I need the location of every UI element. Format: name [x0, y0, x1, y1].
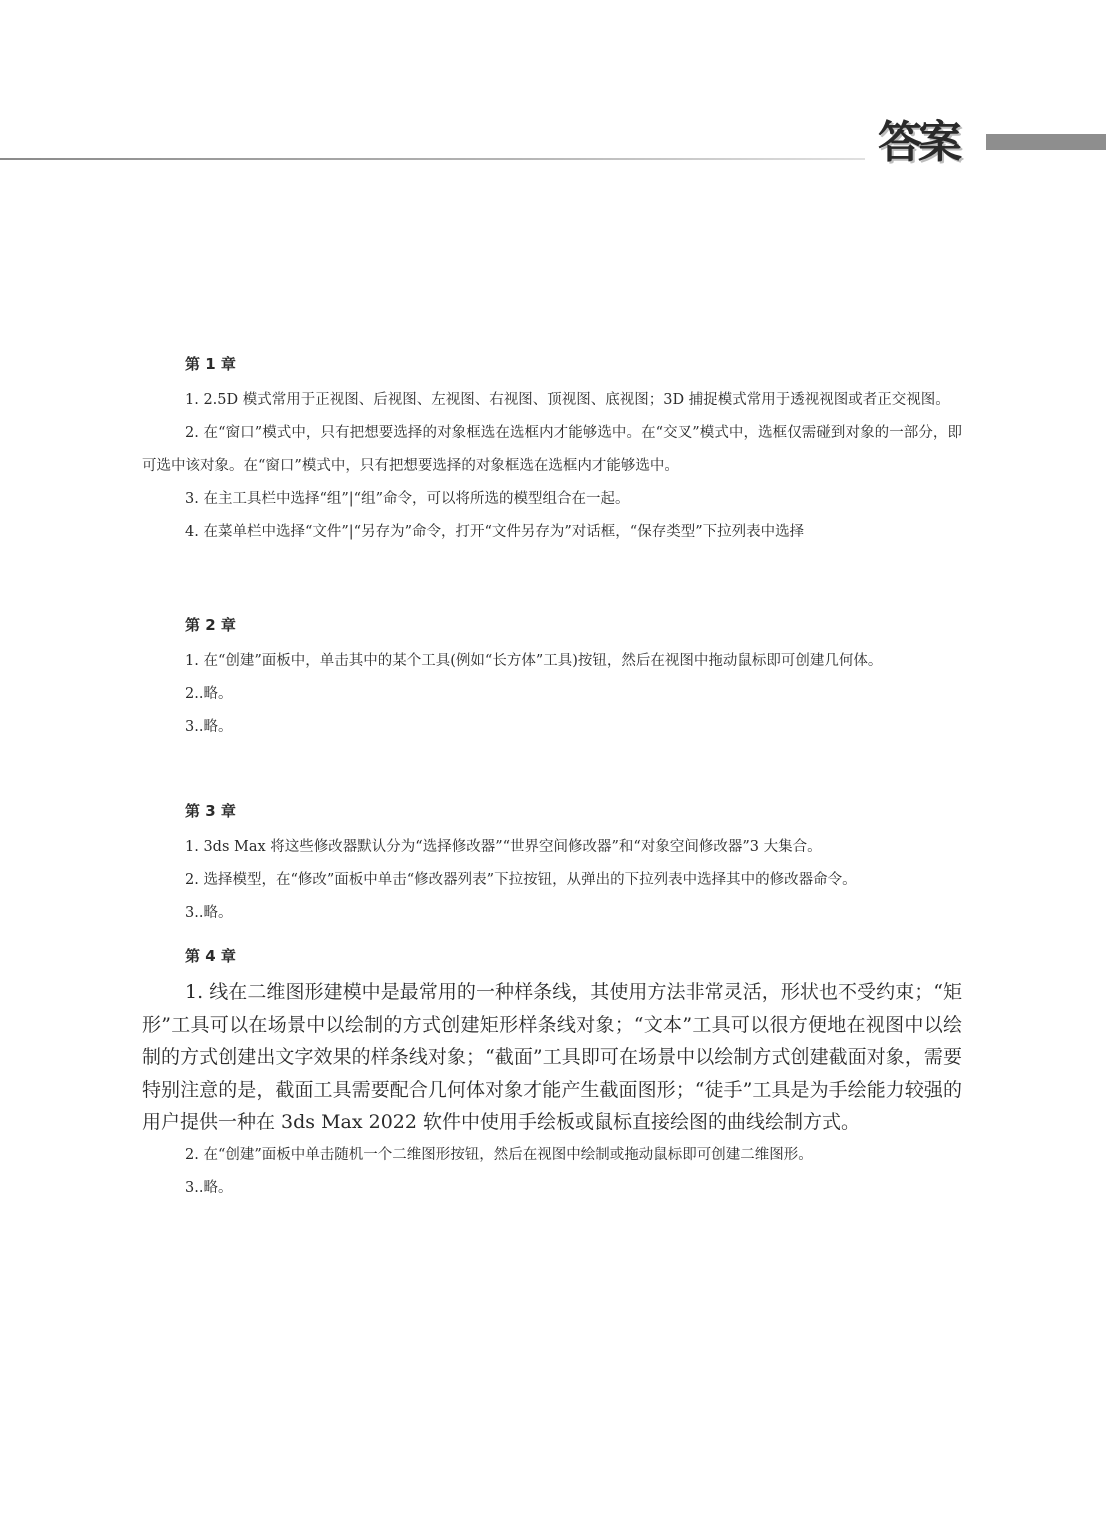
answer-paragraph: 3..略。: [185, 1179, 233, 1196]
answer-content: [142, 352, 962, 1205]
answer-paragraph: 1. 在“创建”面板中，单击其中的某个工具(例如“长方体”工具)按钮，然后在视图中拖动鼠标即可创建几何体。: [185, 653, 883, 669]
chapter-title: 第 3 章: [185, 802, 236, 820]
header-accent-bar: [986, 134, 1106, 150]
chapter-2: [142, 613, 962, 744]
answer-paragraph: 2..略。: [185, 686, 233, 702]
chapter-title: 第 1 章: [185, 355, 236, 373]
answer-paragraph: 1. 2.5D 模式常用于正视图、后视图、左视图、右视图、顶视图、底视图；3D 捕捉模式常用于透视视图或者正交视图。: [185, 392, 950, 408]
chapter-title: 第 4 章: [185, 947, 236, 965]
chapter-4: [142, 944, 962, 1205]
answer-paragraph: 1. 3ds Max 将这些修改器默认分为“选择修改器”“世界空间修改器”和“对象空间修改器”3 大集合。: [185, 839, 822, 855]
answer-paragraph: 2. 选择模型，在“修改”面板中单击“修改器列表”下拉按钮，从弹出的下拉列表中选择其中的修改器命令。: [185, 872, 857, 888]
answer-paragraph: 3..略。: [185, 905, 233, 921]
answer-paragraph: 4. 在菜单栏中选择“文件”|“另存为”命令，打开“文件另存为”对话框，“保存类型”下拉列表中选择: [185, 524, 805, 540]
answer-logo: 答案: [878, 117, 958, 168]
chapter-1: [142, 352, 962, 549]
chapter-title: 第 2 章: [185, 616, 236, 634]
answer-paragraph: 3. 在主工具栏中选择“组”|“组”命令，可以将所选的模型组合在一起。: [185, 491, 630, 507]
answer-paragraph: 1. 线在二维图形建模中是最常用的一种样条线，其使用方法非常灵活，形状也不受约束；“矩形”工具可以在场景中以绘制的方式创建矩形样条线对象；“文本”工具可以很方便地在视图中以绘制的方式创建出文字效果的样条线对象；“截面”工具即可在场景中以绘制方式创建截面对象，需要特别注意的是，截面工具需要配合几何体对象才能产生截面图形；“徒手”工具是为手绘能力较强的用户提供一种在 3ds Max 2022 软件中使用手绘板或鼠标直接绘图的曲线绘制方式。: [142, 981, 962, 1133]
header-rule: [0, 158, 865, 160]
answer-paragraph: 2. 在“创建”面板中单击随机一个二维图形按钮，然后在视图中绘制或拖动鼠标即可创建二维图形。: [185, 1146, 813, 1163]
answer-paragraph: 2. 在“窗口”模式中，只有把想要选择的对象框选在选框内才能够选中。在“交叉”模式中，选框仅需碰到对象的一部分，即可选中该对象。在“窗口”模式中，只有把想要选择的对象框选在选框内才能够选中。: [142, 425, 962, 474]
answer-paragraph: 3..略。: [185, 719, 233, 735]
chapter-3: [142, 799, 962, 930]
